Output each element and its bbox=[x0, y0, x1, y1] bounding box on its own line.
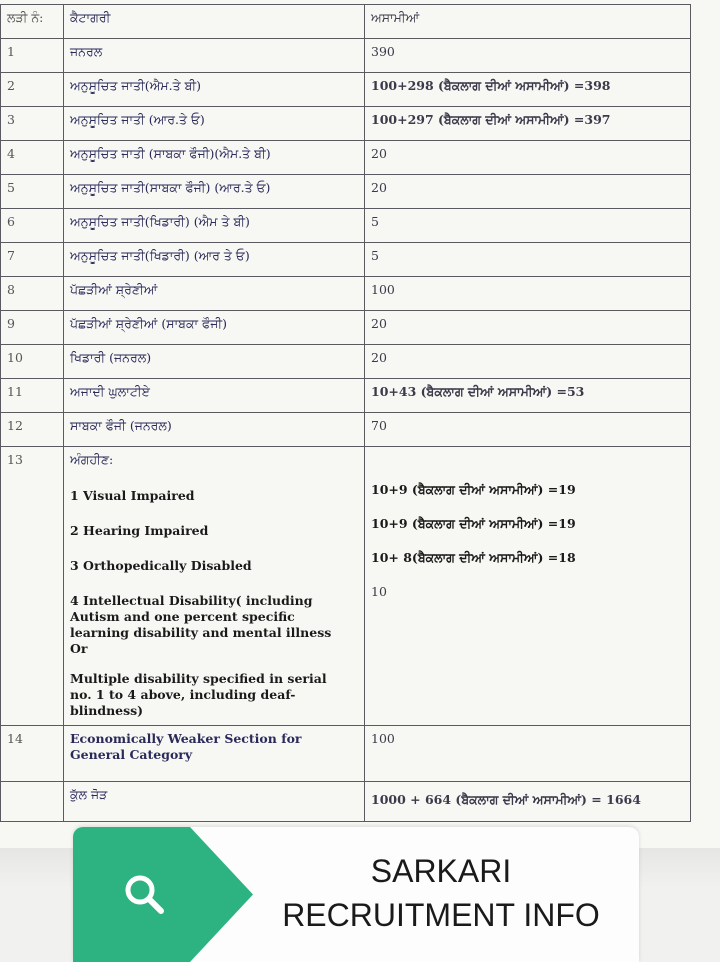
row-category: ਅਨੁਸੂਚਿਤ ਜਾਤੀ (ਆਰ.ਤੇ ਓ) bbox=[64, 107, 365, 141]
row-serial: 12 bbox=[1, 413, 64, 447]
row-posts: 100 bbox=[365, 277, 691, 311]
row-category: ਖਿਡਾਰੀ (ਜਨਰਲ) bbox=[64, 345, 365, 379]
row-serial: 7 bbox=[1, 243, 64, 277]
table-row-disabled bbox=[1, 447, 691, 726]
row-serial: 10 bbox=[1, 345, 64, 379]
brand-line-1: SARKARI bbox=[370, 853, 512, 889]
disability-item: 3 Orthopedically Disabled bbox=[70, 558, 252, 573]
row-serial: 3 bbox=[1, 107, 64, 141]
row-category: ਜਨਰਲ bbox=[64, 39, 365, 73]
disabled-posts-cell bbox=[365, 447, 691, 726]
header-category: ਕੈਟਾਗਰੀ bbox=[64, 5, 365, 39]
row-category: ਅਨੁਸੂਚਿਤ ਜਾਤੀ(ਖਿਡਾਰੀ) (ਐਮ ਤੇ ਬੀ) bbox=[64, 209, 365, 243]
table-row bbox=[1, 379, 691, 413]
row-posts: 20 bbox=[365, 311, 691, 345]
row-category: ਪੱਛੜੀਆਂ ਸ਼੍ਰੇਣੀਆਂ bbox=[64, 277, 365, 311]
disability-posts: 10 bbox=[371, 584, 387, 599]
brand-text bbox=[243, 849, 639, 937]
row-serial: 6 bbox=[1, 209, 64, 243]
disability-posts: 10+ 8(ਬੈਕਲਾਗ ਦੀਆਂ ਅਸਾਮੀਆਂ) =18 bbox=[371, 550, 576, 565]
table-row bbox=[1, 243, 691, 277]
total-serial-empty bbox=[1, 782, 64, 822]
row-serial: 14 bbox=[1, 726, 64, 782]
table-row bbox=[1, 209, 691, 243]
row-category: ਅਨੁਸੂਚਿਤ ਜਾਤੀ (ਸਾਬਕਾ ਫੌਜੀ)(ਐਮ.ਤੇ ਬੀ) bbox=[64, 141, 365, 175]
row-category: ਅਨੁਸੂਚਿਤ ਜਾਤੀ(ਖਿਡਾਰੀ) (ਆਰ ਤੇ ਓ) bbox=[64, 243, 365, 277]
table-row bbox=[1, 141, 691, 175]
row-serial: 1 bbox=[1, 39, 64, 73]
row-posts: 100+298 (ਬੈਕਲਾਗ ਦੀਆਂ ਅਸਾਮੀਆਂ) =398 bbox=[365, 73, 691, 107]
row-category: ਅਨੁਸੂਚਿਤ ਜਾਤੀ(ਸਾਬਕਾ ਫੌਜੀ) (ਆਰ.ਤੇ ਓ) bbox=[64, 175, 365, 209]
table-row bbox=[1, 175, 691, 209]
header-posts: ਅਸਾਮੀਆਂ bbox=[365, 5, 691, 39]
table-row bbox=[1, 107, 691, 141]
row-category: ਅਜਾਦੀ ਘੁਲਾਟੀਏ bbox=[64, 379, 365, 413]
disability-item: 4 Intellectual Disability( including Autism and one percent specific learning disability and mental illness Or bbox=[70, 593, 332, 656]
row-serial: 4 bbox=[1, 141, 64, 175]
row-posts: 390 bbox=[365, 39, 691, 73]
row-serial: 2 bbox=[1, 73, 64, 107]
row-posts: 20 bbox=[365, 141, 691, 175]
row-posts: 70 bbox=[365, 413, 691, 447]
row-posts: 20 bbox=[365, 175, 691, 209]
row-serial: 9 bbox=[1, 311, 64, 345]
row-category: ਅਨੁਸੂਚਿਤ ਜਾਤੀ(ਐਮ.ਤੇ ਬੀ) bbox=[64, 73, 365, 107]
disabled-heading: ਅੰਗਹੀਣ: bbox=[70, 452, 114, 467]
watermark-banner bbox=[73, 827, 639, 962]
row-serial: 11 bbox=[1, 379, 64, 413]
row-serial: 13 bbox=[1, 447, 64, 726]
table-row bbox=[1, 413, 691, 447]
disability-posts: 10+9 (ਬੈਕਲਾਗ ਦੀਆਂ ਅਸਾਮੀਆਂ) =19 bbox=[371, 482, 576, 497]
table-row-ews bbox=[1, 726, 691, 782]
search-icon bbox=[121, 871, 169, 919]
row-posts: 5 bbox=[365, 209, 691, 243]
row-category: ਪੱਛੜੀਆਂ ਸ਼੍ਰੇਣੀਆਂ (ਸਾਬਕਾ ਫੌਜੀ) bbox=[64, 311, 365, 345]
logo-badge bbox=[73, 827, 253, 962]
total-posts: 1000 + 664 (ਬੈਕਲਾਗ ਦੀਆਂ ਅਸਾਮੀਆਂ) = 1664 bbox=[365, 782, 691, 822]
row-posts: 100+297 (ਬੈਕਲਾਗ ਦੀਆਂ ਅਸਾਮੀਆਂ) =397 bbox=[365, 107, 691, 141]
posts-table bbox=[0, 4, 691, 822]
disability-item: 2 Hearing Impaired bbox=[70, 523, 209, 538]
row-category: ਸਾਬਕਾ ਫੌਜੀ (ਜਨਰਲ) bbox=[64, 413, 365, 447]
row-posts: 10+43 (ਬੈਕਲਾਗ ਦੀਆਂ ਅਸਾਮੀਆਂ) =53 bbox=[365, 379, 691, 413]
table-row bbox=[1, 345, 691, 379]
brand-line-2: RECRUITMENT INFO bbox=[282, 897, 600, 933]
table-row bbox=[1, 73, 691, 107]
disabled-category-cell bbox=[64, 447, 365, 726]
row-posts: 20 bbox=[365, 345, 691, 379]
header-serial: ਲੜੀ ਨੰ: bbox=[1, 5, 64, 39]
disability-posts: 10+9 (ਬੈਕਲਾਗ ਦੀਆਂ ਅਸਾਮੀਆਂ) =19 bbox=[371, 516, 576, 531]
disability-note: Multiple disability specified in serial no. 1 to 4 above, including deaf-blindness) bbox=[70, 671, 327, 718]
table-row-total bbox=[1, 782, 691, 822]
table-row bbox=[1, 277, 691, 311]
table-row bbox=[1, 39, 691, 73]
disability-item: 1 Visual Impaired bbox=[70, 488, 195, 503]
table-header-row bbox=[1, 5, 691, 39]
row-posts: 100 bbox=[365, 726, 691, 782]
row-posts: 5 bbox=[365, 243, 691, 277]
row-serial: 8 bbox=[1, 277, 64, 311]
row-serial: 5 bbox=[1, 175, 64, 209]
table-row bbox=[1, 311, 691, 345]
row-category: Economically Weaker Section for General Category bbox=[64, 726, 365, 782]
total-label: ਕੁੱਲ ਜੋੜ bbox=[64, 782, 365, 822]
